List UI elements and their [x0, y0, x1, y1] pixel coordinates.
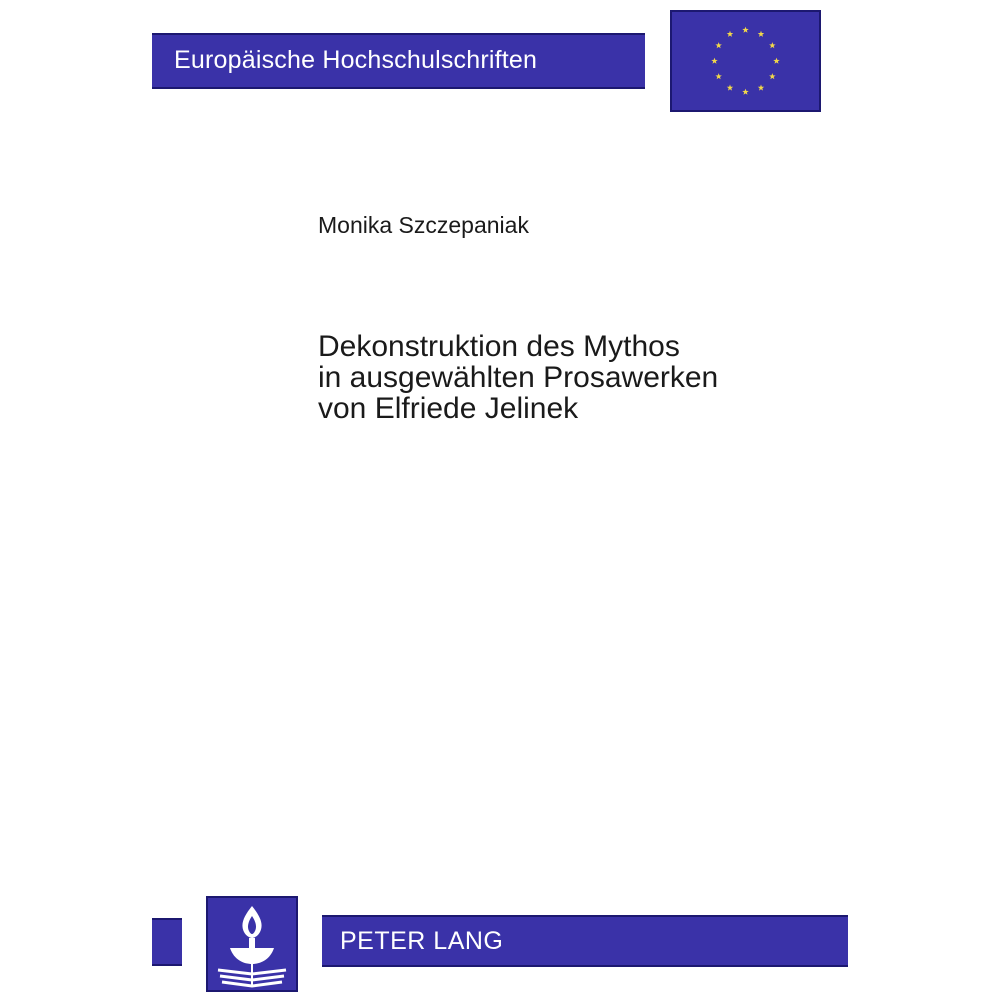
book-title — [318, 331, 718, 424]
star-icon — [769, 73, 775, 79]
star-icon — [727, 84, 733, 90]
author-name: Monika Szczepaniak — [318, 212, 529, 238]
eu-flag — [670, 10, 821, 112]
star-icon — [742, 89, 748, 95]
star-icon — [715, 73, 721, 79]
publisher-name: PETER LANG — [340, 927, 504, 955]
eu-stars-flag-icon — [672, 12, 819, 110]
star-icon — [715, 42, 721, 48]
series-title: Europäische Hochschulschriften — [174, 46, 538, 74]
star-icon — [727, 31, 733, 37]
star-icon — [758, 84, 764, 90]
star-icon — [711, 58, 717, 64]
star-icon — [769, 42, 775, 48]
publisher-logo — [206, 896, 298, 992]
star-icon — [758, 31, 764, 37]
star-icon — [773, 58, 779, 64]
book-title-line-2: in ausgewählten Prosawerken — [318, 361, 719, 394]
book-title-line-1: Dekonstruktion des Mythos — [318, 330, 680, 363]
publisher-logo-icon — [208, 898, 296, 990]
book-title-line-3: von Elfriede Jelinek — [318, 392, 579, 425]
publisher-left-stub — [152, 918, 182, 966]
star-icon — [742, 27, 748, 33]
